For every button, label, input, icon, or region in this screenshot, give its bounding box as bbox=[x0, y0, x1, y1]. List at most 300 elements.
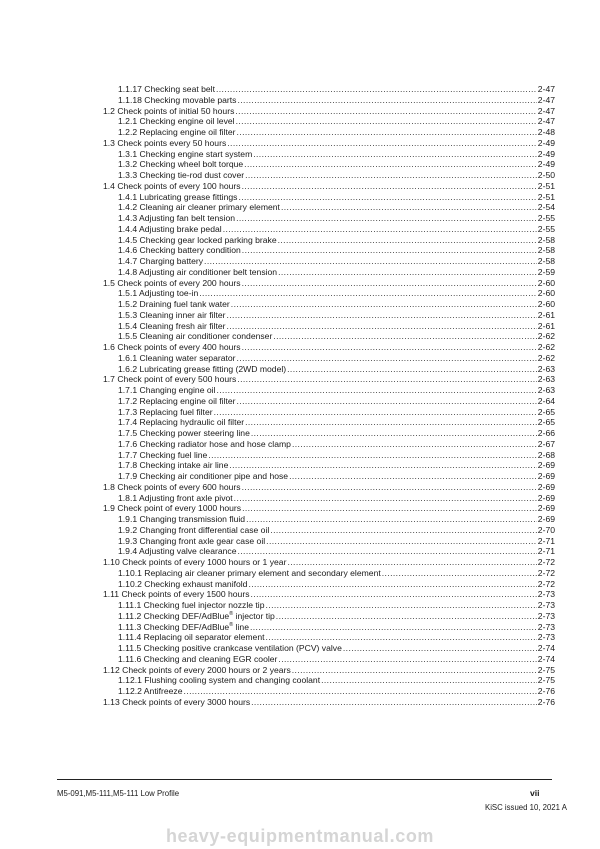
toc-entry-title bbox=[103, 697, 250, 708]
toc-entry-title bbox=[118, 450, 207, 461]
toc-entry-row[interactable] bbox=[103, 450, 555, 461]
toc-entry-row[interactable] bbox=[103, 622, 555, 633]
toc-page-ref: 2-72 bbox=[537, 557, 555, 567]
toc-entry-title-text: 1.10 Check points of every 1000 hours or 1 year bbox=[103, 557, 287, 567]
toc-entry-title bbox=[118, 149, 252, 160]
toc-entry-title-text: 1.6.1 Cleaning water separator bbox=[118, 352, 236, 363]
registered-mark: ® bbox=[229, 621, 234, 628]
toc-page-ref: 2-47 bbox=[537, 94, 555, 105]
toc-entry-title bbox=[103, 589, 250, 600]
toc-page-ref: 2-69 bbox=[537, 471, 555, 481]
toc-page-ref: 2-68 bbox=[537, 449, 555, 460]
toc-entry-title-suffix: injector tip bbox=[233, 610, 275, 621]
toc-entry-title-text: 1.11.5 Checking positive crankcase ventilation (PCV) valve bbox=[118, 643, 342, 653]
toc-page-ref: 2-48 bbox=[537, 127, 555, 137]
toc-entry-title bbox=[118, 353, 236, 364]
toc-entry-title bbox=[118, 654, 277, 665]
toc-entry-title-text: 1.3 Check points every 50 hours bbox=[103, 137, 227, 148]
toc-entry-title-text: 1.2 Check points of initial 50 hours bbox=[103, 105, 235, 116]
toc-entry-title-text: 1.8 Check points of every 600 hours bbox=[103, 481, 241, 492]
toc-entry-row[interactable] bbox=[103, 460, 555, 471]
dot-leader bbox=[234, 493, 537, 504]
dot-leader bbox=[237, 546, 536, 557]
toc-entry-row[interactable] bbox=[103, 245, 555, 256]
toc-entry-title bbox=[118, 632, 265, 643]
dot-leader bbox=[278, 267, 537, 278]
dot-leader bbox=[216, 84, 537, 95]
toc-page-ref: 2-71 bbox=[537, 535, 555, 546]
toc-entry-row[interactable] bbox=[103, 686, 555, 697]
toc-page-ref: 2-62 bbox=[537, 342, 555, 352]
toc-entry-row[interactable] bbox=[103, 256, 555, 267]
toc-entry-title bbox=[103, 342, 241, 353]
dot-leader bbox=[216, 385, 536, 396]
toc-entry-title-text: 1.11.1 Checking fuel injector nozzle tip bbox=[118, 600, 265, 610]
dot-leader bbox=[242, 482, 537, 493]
toc-entry-title-text: 1.11.6 Checking and cleaning EGR cooler bbox=[118, 653, 278, 664]
dot-leader bbox=[250, 622, 537, 633]
toc-entry-title bbox=[118, 299, 230, 310]
toc-entry-title bbox=[118, 321, 225, 332]
toc-page-ref: 2-58 bbox=[537, 234, 555, 245]
dot-leader bbox=[208, 450, 536, 461]
toc-entry-title bbox=[103, 482, 241, 493]
toc-entry-title bbox=[118, 493, 233, 504]
dot-leader bbox=[242, 245, 537, 256]
dot-leader bbox=[227, 138, 537, 149]
toc-page-ref: 2-54 bbox=[537, 202, 555, 213]
toc-entry-title-text: 1.4.6 Checking battery condition bbox=[118, 245, 241, 256]
toc-entry-title-text: 1.7.7 Checking fuel line bbox=[118, 449, 208, 460]
toc-page-ref: 2-70 bbox=[537, 524, 555, 535]
toc-entry-row[interactable] bbox=[103, 267, 555, 278]
toc-entry-title bbox=[118, 460, 228, 471]
toc-entry-title bbox=[118, 235, 277, 246]
toc-entry-title-text: 1.1.17 Checking seat belt bbox=[118, 84, 215, 94]
toc-entry-title bbox=[118, 546, 236, 557]
dot-leader bbox=[251, 697, 537, 708]
dot-leader bbox=[231, 299, 537, 310]
dot-leader bbox=[237, 353, 537, 364]
dot-leader bbox=[214, 407, 537, 418]
toc-entry-row[interactable] bbox=[103, 600, 555, 611]
toc-section-row[interactable] bbox=[103, 482, 555, 493]
toc-entry-title-text: 1.4.5 Checking gear locked parking brake bbox=[118, 234, 277, 245]
dot-leader bbox=[292, 665, 537, 676]
toc-entry-row[interactable] bbox=[103, 417, 555, 428]
toc-page-ref: 2-69 bbox=[537, 503, 555, 514]
dot-leader bbox=[245, 170, 537, 181]
footer-divider bbox=[57, 779, 552, 780]
toc-entry-title bbox=[103, 181, 241, 192]
toc-entry-title bbox=[118, 568, 381, 579]
toc-entry-title-text: 1.7.3 Replacing fuel filter bbox=[118, 406, 213, 417]
dot-leader bbox=[238, 192, 536, 203]
dot-leader bbox=[242, 342, 537, 353]
toc-entry-title-text: 1.4.8 Adjusting air conditioner belt tension bbox=[118, 266, 278, 277]
toc-entry-title-text: 1.9.4 Adjusting valve clearance bbox=[118, 546, 237, 557]
toc-section-row[interactable] bbox=[103, 503, 555, 514]
toc-page-ref: 2-76 bbox=[537, 696, 555, 707]
dot-leader bbox=[199, 288, 537, 299]
toc-page-ref: 2-73 bbox=[537, 610, 555, 621]
toc-entry-row[interactable] bbox=[103, 299, 555, 310]
toc-entry-row[interactable] bbox=[103, 407, 555, 418]
toc-page-ref: 2-69 bbox=[537, 514, 555, 524]
toc-page-ref: 2-74 bbox=[537, 653, 555, 664]
dot-leader bbox=[242, 181, 537, 192]
dot-leader bbox=[242, 278, 537, 289]
toc-page-ref: 2-63 bbox=[537, 385, 555, 395]
toc-page-ref: 2-49 bbox=[537, 148, 555, 159]
toc-entry-title bbox=[103, 374, 236, 385]
toc-entry-title-text: 1.7.4 Replacing hydraulic oil filter bbox=[118, 417, 245, 428]
dot-leader bbox=[237, 374, 537, 385]
toc-entry-title-text: 1.1.18 Checking movable parts bbox=[118, 94, 237, 105]
toc-page-ref: 2-47 bbox=[537, 84, 555, 94]
toc-entry-row[interactable] bbox=[103, 568, 555, 579]
toc-entry-row[interactable] bbox=[103, 385, 555, 396]
toc-page-ref: 2-60 bbox=[537, 288, 555, 299]
toc-page-ref: 2-76 bbox=[537, 686, 555, 696]
toc-entry-row[interactable] bbox=[103, 116, 555, 127]
dot-leader bbox=[237, 127, 537, 138]
toc-entry-title bbox=[118, 600, 265, 611]
toc-entry-title bbox=[118, 417, 244, 428]
dot-leader bbox=[251, 589, 537, 600]
toc-entry-title bbox=[118, 192, 237, 203]
toc-entry-title bbox=[103, 503, 241, 514]
toc-entry-title-text: 1.7.6 Checking radiator hose and hose clamp bbox=[118, 438, 291, 449]
toc-page-ref: 2-61 bbox=[537, 320, 555, 331]
toc-entry-title-text: 1.5.5 Cleaning air conditioner condenser bbox=[118, 331, 273, 342]
toc-entry-row[interactable] bbox=[103, 235, 555, 246]
toc-entry-title bbox=[118, 428, 250, 439]
toc-entry-row[interactable] bbox=[103, 95, 555, 106]
toc-entry-title-text: 1.13 Check points of every 3000 hours bbox=[103, 696, 251, 707]
toc-entry-row[interactable] bbox=[103, 170, 555, 181]
toc-entry-title bbox=[118, 202, 280, 213]
toc-page-ref: 2-73 bbox=[537, 589, 555, 600]
toc-page-ref: 2-66 bbox=[537, 428, 555, 438]
toc-page-ref: 2-63 bbox=[537, 374, 555, 385]
dot-leader bbox=[236, 116, 537, 127]
toc-entry-title bbox=[118, 95, 236, 106]
toc-page-ref: 2-59 bbox=[537, 266, 555, 277]
toc-entry-row[interactable] bbox=[103, 213, 555, 224]
dot-leader bbox=[292, 439, 537, 450]
toc-page-ref: 2-63 bbox=[537, 363, 555, 374]
dot-leader bbox=[270, 525, 537, 536]
toc-entry-row[interactable] bbox=[103, 192, 555, 203]
toc-entry-title-text: 1.8.1 Adjusting front axle pivot bbox=[118, 492, 233, 503]
toc-entry-title-text: 1.2.2 Replacing engine oil filter bbox=[118, 127, 236, 137]
toc-page-ref: 2-47 bbox=[537, 116, 555, 127]
toc-entry-title bbox=[118, 611, 275, 622]
dot-leader bbox=[244, 159, 537, 170]
toc-entry-title bbox=[103, 665, 291, 676]
toc-entry-title bbox=[103, 557, 286, 568]
toc-entry-title-text: 1.9.3 Changing front axle gear case oil bbox=[118, 535, 266, 546]
toc-entry-title bbox=[118, 331, 272, 342]
toc-page-ref: 2-72 bbox=[537, 578, 555, 589]
toc-entry-title bbox=[118, 364, 286, 375]
toc-page-ref: 2-49 bbox=[537, 159, 555, 170]
toc-entry-row[interactable] bbox=[103, 331, 555, 342]
toc-entry-title-text: 1.12 Check points of every 2000 hours or 2 years bbox=[103, 664, 291, 675]
toc-entry-title bbox=[118, 579, 247, 590]
dot-leader bbox=[321, 675, 537, 686]
toc-page-ref: 2-58 bbox=[537, 245, 555, 256]
dot-leader bbox=[223, 224, 537, 235]
toc-entry-title bbox=[118, 525, 269, 536]
toc-entry-title-text: 1.3.2 Checking wheel bolt torque bbox=[118, 159, 244, 170]
toc-page-ref: 2-62 bbox=[537, 352, 555, 363]
toc-page-ref: 2-51 bbox=[537, 191, 555, 202]
dot-leader bbox=[229, 460, 536, 471]
toc-entry-title bbox=[118, 159, 243, 170]
toc-entry-title bbox=[118, 385, 215, 396]
toc-entry-title-text: 1.5.1 Adjusting toe-in bbox=[118, 288, 199, 299]
toc-page-ref: 2-64 bbox=[537, 395, 555, 406]
toc-section-row[interactable] bbox=[103, 138, 555, 149]
toc-entry-title bbox=[118, 310, 225, 321]
toc-page-ref: 2-69 bbox=[537, 460, 555, 471]
toc-entry-title bbox=[118, 84, 215, 95]
watermark-text: heavy-equipmentmanual.com bbox=[165, 826, 435, 846]
dot-leader bbox=[204, 256, 537, 267]
toc-section-row[interactable] bbox=[103, 106, 555, 117]
dot-leader bbox=[266, 632, 537, 643]
toc-page-ref: 2-74 bbox=[537, 643, 555, 653]
toc-entry-title-text: 1.9 Check point of every 1000 hours bbox=[103, 503, 242, 514]
toc-page-ref: 2-61 bbox=[537, 309, 555, 320]
toc-entry-row[interactable] bbox=[103, 654, 555, 665]
toc-entry-title-text: 1.11.2 Checking DEF/AdBlue bbox=[118, 610, 230, 621]
toc-entry-title-suffix: line bbox=[233, 621, 249, 632]
dot-leader bbox=[237, 396, 537, 407]
toc-entry-title-text: 1.6 Check points of every 400 hours bbox=[103, 342, 241, 352]
toc-page-ref: 2-55 bbox=[537, 223, 555, 234]
toc-page-ref: 2-50 bbox=[537, 170, 555, 180]
toc-entry-title-text: 1.5 Check points of every 200 hours bbox=[103, 277, 241, 288]
dot-leader bbox=[287, 557, 536, 568]
toc-entry-title-text: 1.7.2 Replacing engine oil filter bbox=[118, 395, 236, 406]
toc-entry-title-text: 1.5.4 Cleaning fresh air filter bbox=[118, 320, 226, 331]
toc-entry-row[interactable] bbox=[103, 321, 555, 332]
toc-page-ref: 2-73 bbox=[537, 621, 555, 632]
toc-page-ref: 2-58 bbox=[537, 256, 555, 266]
dot-leader bbox=[246, 514, 537, 525]
toc-entry-title-text: 1.10.2 Checking exhaust manifold bbox=[118, 578, 248, 589]
toc-entry-title bbox=[118, 256, 203, 267]
toc-entry-title-text: 1.11.3 Checking DEF/AdBlue bbox=[118, 621, 230, 632]
toc-entry-title-text: 1.7.8 Checking intake air line bbox=[118, 460, 229, 471]
toc-entry-title bbox=[118, 267, 277, 278]
toc-entry-title-text: 1.7.5 Checking power steering line bbox=[118, 428, 250, 438]
dot-leader bbox=[281, 202, 537, 213]
dot-leader bbox=[266, 536, 537, 547]
toc-entry-title-text: 1.9.2 Changing front differential case oil bbox=[118, 524, 270, 535]
issue-date: KiSC issued 10, 2021 A bbox=[485, 803, 567, 812]
toc-entry-title bbox=[118, 224, 222, 235]
toc-page-ref: 2-60 bbox=[537, 299, 555, 309]
toc-page-ref: 2-47 bbox=[537, 105, 555, 116]
toc-entry-title-text: 1.2.1 Checking engine oil level bbox=[118, 116, 235, 127]
dot-leader bbox=[278, 235, 537, 246]
toc-entry-title bbox=[103, 278, 241, 289]
toc-page-ref: 2-65 bbox=[537, 406, 555, 417]
toc-entry-title bbox=[118, 514, 245, 525]
footer-model-list: M5-091,M5-111,M5-111 Low Profile bbox=[57, 789, 180, 798]
toc-entry-row[interactable] bbox=[103, 364, 555, 375]
toc-entry-title-text: 1.12.2 Antifreeze bbox=[118, 686, 183, 696]
dot-leader bbox=[289, 471, 537, 482]
toc-section-row[interactable] bbox=[103, 697, 555, 708]
toc-section-row[interactable] bbox=[103, 665, 555, 676]
toc-entry-title-text: 1.5.2 Draining fuel tank water bbox=[118, 299, 230, 309]
toc-section-row[interactable] bbox=[103, 181, 555, 192]
toc-page-ref: 2-72 bbox=[537, 567, 555, 578]
dot-leader bbox=[248, 579, 536, 590]
toc-entry-title bbox=[118, 675, 320, 686]
dot-leader bbox=[226, 321, 536, 332]
toc-entry-title-text: 1.7 Check point of every 500 hours bbox=[103, 374, 237, 385]
toc-entry-row[interactable] bbox=[103, 493, 555, 504]
toc-entry-row[interactable] bbox=[103, 611, 555, 622]
toc-entry-title-text: 1.9.1 Changing transmission fluid bbox=[118, 514, 246, 524]
dot-leader bbox=[245, 417, 537, 428]
toc-entry-title bbox=[118, 536, 265, 547]
toc-entry-row[interactable] bbox=[103, 579, 555, 590]
toc-entry-title-text: 1.12.1 Flushing cooling system and changing coolant bbox=[118, 675, 321, 686]
toc-entry-row[interactable] bbox=[103, 675, 555, 686]
toc-entry-title-text: 1.4.1 Lubricating grease fittings bbox=[118, 191, 238, 202]
toc-entry-title-text: 1.3.3 Checking tie-rod dust cover bbox=[118, 170, 245, 180]
toc-entry-row[interactable] bbox=[103, 536, 555, 547]
toc-entry-title-text: 1.4.4 Adjusting brake pedal bbox=[118, 223, 222, 234]
toc-page-ref: 2-60 bbox=[537, 277, 555, 288]
toc-page-ref: 2-65 bbox=[537, 417, 555, 428]
toc-page-ref: 2-51 bbox=[537, 180, 555, 191]
toc-entry-title bbox=[118, 439, 291, 450]
toc-entry-title bbox=[118, 686, 183, 697]
toc-page-ref: 2-69 bbox=[537, 481, 555, 492]
toc-entry-title-text: 1.7.1 Changing engine oil bbox=[118, 385, 216, 395]
toc-entry-title-text: 1.6.2 Lubricating grease fitting (2WD model) bbox=[118, 363, 287, 374]
toc-entry-title bbox=[118, 407, 213, 418]
toc-entry-row[interactable] bbox=[103, 127, 555, 138]
toc-entry-title-text: 1.11.4 Replacing oil separator element bbox=[118, 632, 265, 643]
toc-entry-row[interactable] bbox=[103, 514, 555, 525]
toc-entry-title bbox=[118, 622, 249, 633]
dot-leader bbox=[226, 310, 536, 321]
toc-page-ref: 2-75 bbox=[537, 675, 555, 686]
dot-leader bbox=[237, 95, 536, 106]
toc-entry-row[interactable] bbox=[103, 159, 555, 170]
toc-entry-row[interactable] bbox=[103, 353, 555, 364]
toc-entry-title bbox=[103, 106, 234, 117]
toc-entry-title-text: 1.10.1 Replacing air cleaner primary element and secondary element bbox=[118, 567, 381, 578]
toc-entry-row[interactable] bbox=[103, 546, 555, 557]
toc-entry-row[interactable] bbox=[103, 428, 555, 439]
toc-entry-row[interactable] bbox=[103, 149, 555, 160]
toc-section-row[interactable] bbox=[103, 557, 555, 568]
toc-page-ref: 2-62 bbox=[537, 331, 555, 342]
toc-entry-row[interactable] bbox=[103, 632, 555, 643]
toc-entry-title-text: 1.11 Check points of every 1500 hours bbox=[103, 589, 250, 600]
toc-entry-title-text: 1.4.3 Adjusting fan belt tension bbox=[118, 213, 236, 223]
registered-mark: ® bbox=[229, 610, 234, 617]
dot-leader bbox=[278, 654, 536, 665]
toc-entry-title bbox=[118, 643, 342, 654]
toc-entry-row[interactable] bbox=[103, 439, 555, 450]
toc-entry-title bbox=[118, 288, 198, 299]
toc-entry-row[interactable] bbox=[103, 643, 555, 654]
dot-leader bbox=[287, 364, 537, 375]
toc-entry-title bbox=[118, 471, 288, 482]
toc-entry-row[interactable] bbox=[103, 525, 555, 536]
toc-section-row[interactable] bbox=[103, 342, 555, 353]
toc-entry-title bbox=[118, 245, 241, 256]
toc-entry-row[interactable] bbox=[103, 310, 555, 321]
toc-entry-title bbox=[118, 127, 236, 138]
toc-entry-row[interactable] bbox=[103, 224, 555, 235]
toc-entry-row[interactable] bbox=[103, 202, 555, 213]
toc-page-ref: 2-71 bbox=[537, 546, 555, 557]
toc-page-ref: 2-73 bbox=[537, 600, 555, 610]
toc-entry-row[interactable] bbox=[103, 84, 555, 95]
toc-entry-title bbox=[118, 116, 235, 127]
dot-leader bbox=[382, 568, 537, 579]
toc-page-ref: 2-73 bbox=[537, 632, 555, 643]
toc-entry-title-text: 1.4.7 Charging battery bbox=[118, 256, 204, 266]
dot-leader bbox=[253, 149, 537, 160]
toc-entry-title bbox=[118, 396, 236, 407]
toc-entry-title-text: 1.3.1 Checking engine start system bbox=[118, 148, 253, 159]
page-number: vii bbox=[530, 788, 540, 798]
dot-leader bbox=[343, 643, 537, 654]
toc-entry-title-text: 1.4 Check points of every 100 hours bbox=[103, 180, 241, 191]
toc-page-ref: 2-69 bbox=[537, 492, 555, 503]
toc-entry-title bbox=[103, 138, 226, 149]
dot-leader bbox=[236, 213, 537, 224]
dot-leader bbox=[235, 106, 536, 117]
dot-leader bbox=[276, 611, 537, 622]
toc-page-ref: 2-67 bbox=[537, 438, 555, 449]
dot-leader bbox=[251, 428, 537, 439]
toc-entry-row[interactable] bbox=[103, 471, 555, 482]
toc-entry-title-text: 1.4.2 Cleaning air cleaner primary element bbox=[118, 202, 280, 213]
table-of-contents bbox=[103, 84, 555, 708]
toc-entry-row[interactable] bbox=[103, 288, 555, 299]
toc-entry-title bbox=[118, 213, 235, 224]
toc-entry-title bbox=[118, 170, 244, 181]
toc-entry-row[interactable] bbox=[103, 396, 555, 407]
dot-leader bbox=[266, 600, 537, 611]
toc-page-ref: 2-49 bbox=[537, 137, 555, 148]
dot-leader bbox=[273, 331, 536, 342]
toc-entry-title-text: 1.7.9 Checking air conditioner pipe and hose bbox=[118, 471, 289, 481]
toc-section-row[interactable] bbox=[103, 374, 555, 385]
toc-entry-title-text: 1.5.3 Cleaning inner air filter bbox=[118, 309, 226, 320]
toc-page-ref: 2-55 bbox=[537, 213, 555, 223]
toc-section-row[interactable] bbox=[103, 278, 555, 289]
dot-leader bbox=[242, 503, 537, 514]
toc-page-ref: 2-75 bbox=[537, 664, 555, 675]
toc-section-row[interactable] bbox=[103, 589, 555, 600]
dot-leader bbox=[184, 686, 537, 697]
